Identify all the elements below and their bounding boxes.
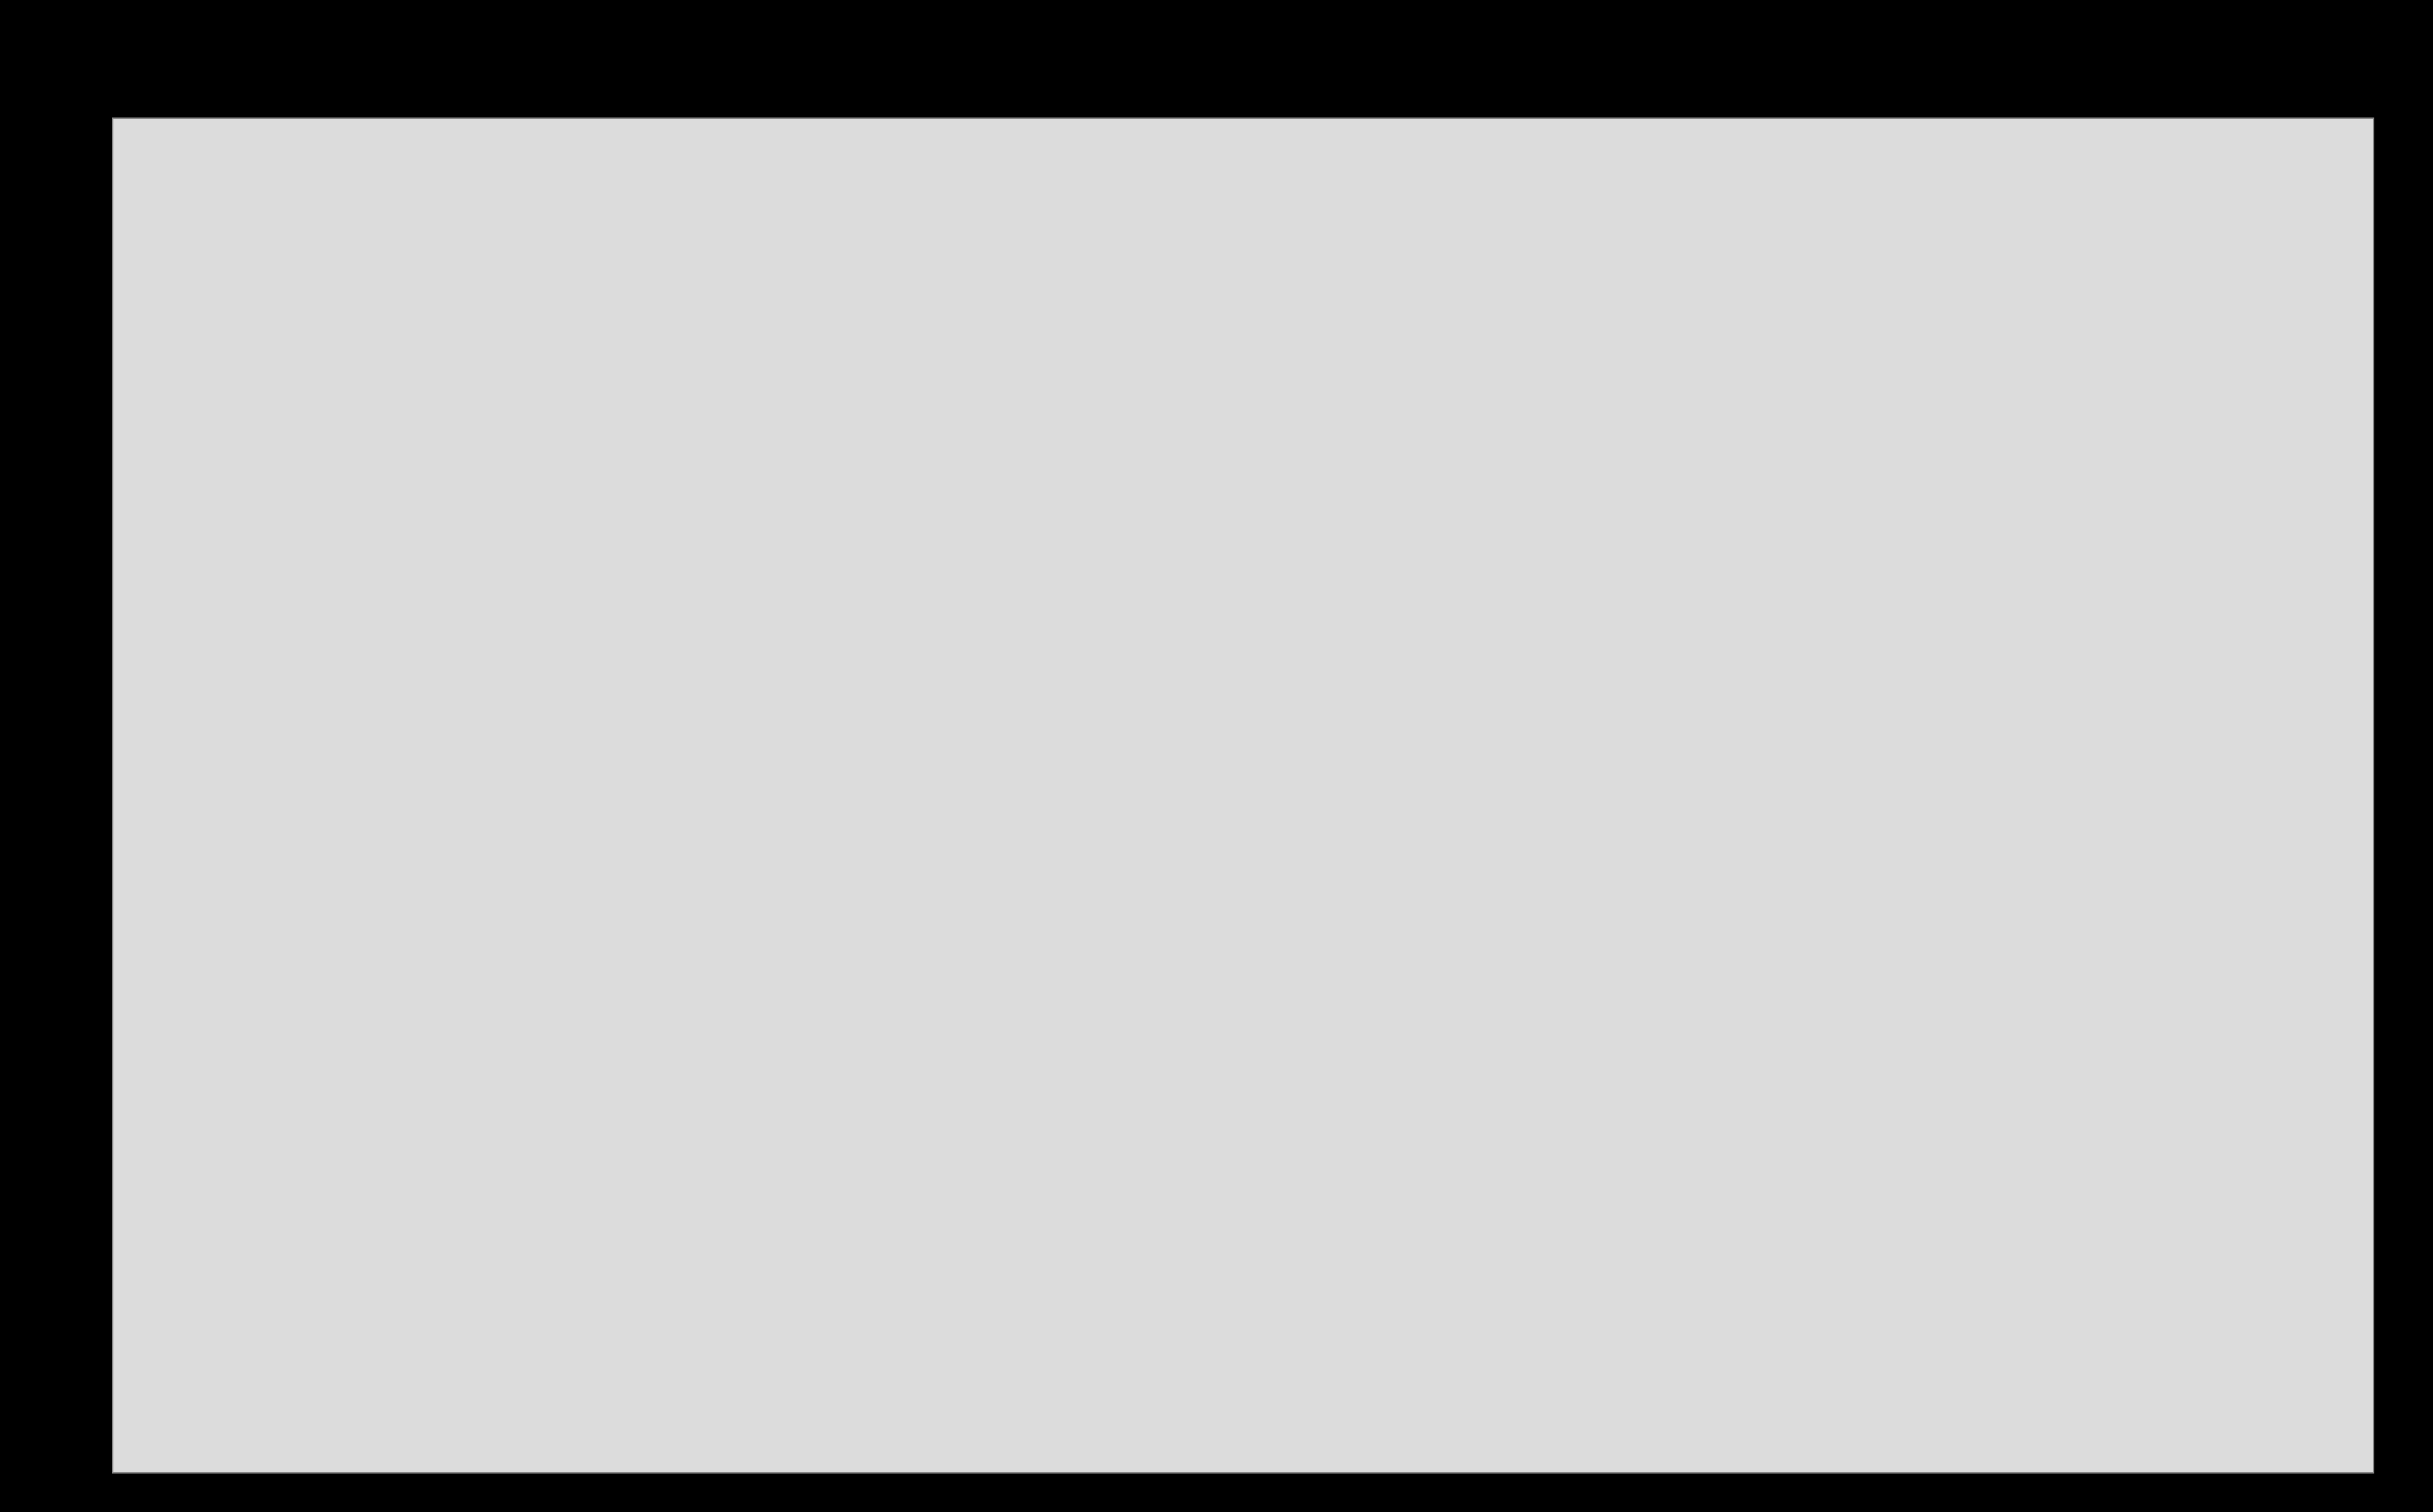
census-card	[112, 117, 2374, 1474]
